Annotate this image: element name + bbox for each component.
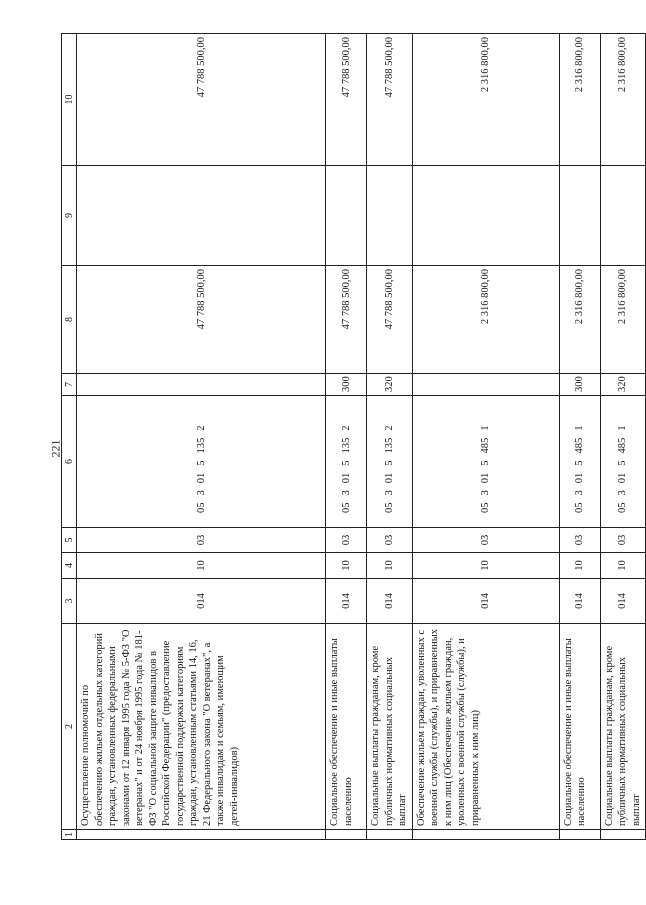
amount-col9 — [326, 166, 367, 266]
amount-col8: 47 788 500,00 — [326, 266, 367, 374]
amount-col9 — [367, 166, 413, 266]
ministry-code: 014 — [600, 579, 646, 624]
section-code: 10 — [77, 553, 326, 579]
amount-col9 — [412, 166, 559, 266]
ministry-code: 014 — [326, 579, 367, 624]
amount-col8: 2 316 800,00 — [559, 266, 600, 374]
item-name: Социальное обеспечение и иные выплаты населению — [326, 624, 367, 830]
amount-col8: 47 788 500,00 — [367, 266, 413, 374]
item-name: Социальные выплаты гражданам, кроме публичных нормативных социальных выплат — [367, 624, 413, 830]
row-marker-cell — [600, 830, 646, 840]
amount-col10: 2 316 800,00 — [600, 34, 646, 166]
target-article-code: 0530151352 — [367, 396, 413, 528]
row-marker-cell — [412, 830, 559, 840]
item-name: Осуществление полномочий по обеспечению жильем отдельных категорий граждан, установленных федеральными законами от 12 января 1995 года № 5-ФЗ "О ветеранах" и от 24 ноября 1995 года № 181-ФЗ "О социальной защите инвалидов в Российской Федерации" (предоставление государственной поддержки категориям граждан, установленным статьями 14, 16, 21 Федерального закона "О ветеранах", а также инвалидам и семьям, имеющим детей-инвалидов) — [77, 624, 326, 830]
header-col-2: 2 — [62, 624, 77, 830]
header-col-6: 6 — [62, 396, 77, 528]
subsection-code: 03 — [367, 528, 413, 553]
header-col-10: 10 — [62, 34, 77, 166]
amount-col9 — [77, 166, 326, 266]
header-col-8: 8 — [62, 266, 77, 374]
table-row — [326, 34, 367, 840]
item-name: Обеспечение жильем граждан, уволенных с военной службы (службы), и приравненных к ним лиц (Обеспечение жильем граждан, уволенных с военной службы (службы), и приравненных к ним лиц) — [412, 624, 559, 830]
section-code: 10 — [326, 553, 367, 579]
target-article-code: 0530154851 — [412, 396, 559, 528]
target-article-code: 0530154851 — [600, 396, 646, 528]
target-article-code: 0530151352 — [326, 396, 367, 528]
header-col-5: 5 — [62, 528, 77, 553]
ministry-code: 014 — [412, 579, 559, 624]
amount-col10: 2 316 800,00 — [412, 34, 559, 166]
section-code: 10 — [367, 553, 413, 579]
amount-col8: 47 788 500,00 — [77, 266, 326, 374]
subsection-code: 03 — [600, 528, 646, 553]
expense-type-code: 320 — [600, 374, 646, 396]
target-article-code: 0530151352 — [77, 396, 326, 528]
target-article-code: 0530154851 — [559, 396, 600, 528]
budget-table — [61, 33, 646, 840]
ministry-code: 014 — [367, 579, 413, 624]
ministry-code: 014 — [77, 579, 326, 624]
subsection-code: 03 — [77, 528, 326, 553]
table-row — [77, 34, 326, 840]
table-row — [412, 34, 559, 840]
amount-col9 — [559, 166, 600, 266]
expense-type-code — [77, 374, 326, 396]
subsection-code: 03 — [412, 528, 559, 553]
header-col-4: 4 — [62, 553, 77, 579]
table-row — [367, 34, 413, 840]
header-col-9: 9 — [62, 166, 77, 266]
amount-col9 — [600, 166, 646, 266]
ministry-code: 014 — [559, 579, 600, 624]
amount-col10: 2 316 800,00 — [559, 34, 600, 166]
header-row — [62, 34, 77, 840]
header-col-3: 3 — [62, 579, 77, 624]
table-row — [559, 34, 600, 840]
page-number: 221 — [48, 439, 63, 458]
row-marker-cell — [326, 830, 367, 840]
row-marker-cell — [367, 830, 413, 840]
header-col-7: 7 — [62, 374, 77, 396]
row-marker-cell — [559, 830, 600, 840]
amount-col10: 47 788 500,00 — [367, 34, 413, 166]
expense-type-code: 300 — [559, 374, 600, 396]
expense-type-code — [412, 374, 559, 396]
expense-type-code: 300 — [326, 374, 367, 396]
section-code: 10 — [559, 553, 600, 579]
amount-col10: 47 788 500,00 — [326, 34, 367, 166]
rotated-table-container — [61, 34, 642, 840]
row-marker-cell — [77, 830, 326, 840]
section-code: 10 — [600, 553, 646, 579]
item-name: Социальные выплаты гражданам, кроме публичных нормативных социальных выплат — [600, 624, 646, 830]
table-row — [600, 34, 646, 840]
section-code: 10 — [412, 553, 559, 579]
amount-col10: 47 788 500,00 — [77, 34, 326, 166]
expense-type-code: 320 — [367, 374, 413, 396]
item-name: Социальное обеспечение и иные выплаты населению — [559, 624, 600, 830]
header-col-1: 1 — [62, 830, 77, 840]
subsection-code: 03 — [326, 528, 367, 553]
subsection-code: 03 — [559, 528, 600, 553]
amount-col8: 2 316 800,00 — [600, 266, 646, 374]
amount-col8: 2 316 800,00 — [412, 266, 559, 374]
